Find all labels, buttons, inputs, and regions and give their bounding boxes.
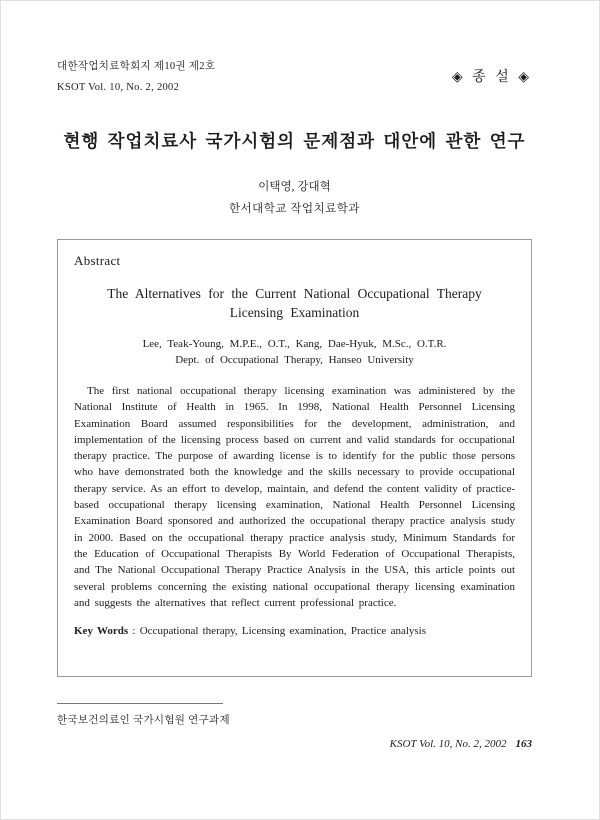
journal-title-kr: 대한작업치료학회지 제10권 제2호	[57, 61, 216, 72]
footnote-text: 한국보건의료인 국가시험원 연구과제	[57, 715, 230, 726]
authors-en: Lee, Teak-Young, M.P.E., O.T., Kang, Dae-Hyuk, M.Sc., O.T.R.	[142, 338, 447, 350]
abstract-label: Abstract	[74, 253, 121, 268]
keywords-label: Key Words	[74, 625, 129, 638]
article-title-kr: 현행 작업치료사 국가시험의 문제점과 대안에 관한 연구	[63, 131, 526, 151]
footer-journal: KSOT Vol. 10, No. 2, 2002	[389, 738, 507, 750]
journal-title-en: KSOT Vol. 10, No. 2, 2002	[57, 82, 180, 93]
footer-page-number: 163	[515, 738, 532, 750]
affiliation-kr: 한서대학교 작업치료학과	[228, 203, 361, 215]
page-footer	[390, 738, 532, 750]
article-title-en: The Alternatives for the Current National Occupational Therapy Licensing Examination	[107, 286, 482, 320]
keywords-separator: :	[128, 625, 140, 638]
footnote-section	[57, 703, 532, 727]
footnote-divider	[57, 703, 223, 704]
authors-kr: 이택영, 강대혁	[258, 181, 331, 193]
affiliation-en: Dept. of Occupational Therapy, Hanseo University	[175, 354, 414, 366]
abstract-box	[57, 239, 532, 677]
page-header	[57, 0, 532, 98]
keywords-line	[74, 625, 515, 637]
abstract-text: The first national occupational therapy licensing examination was administered by the National Institute of Health in 1965. In 1998, National Health Personnel Licensing Examination Board assumed responsibilities for the development, administration, and implementation of the licensing process based on current and valid standards for occupational therapy practice. The purpose of awarding license is to identify for the public those persons who have demonstrated both the knowledge and the skills necessary to provide occupational therapy service. As an effort to develop, maintain, and defend the content validity of practice-based occupational therapy licensing examination, National Health Personnel Licensing Examination Board sponsored and authorized the occupational therapy practice analysis study in 2000. Based on the occupational therapy practice analysis study, Minimum Standards for the Education of Occupational Therapists By World Federation of Occupational Therapists, and The National Occupational Therapy Practice Analysis in the USA, this article points out several problems concerning the existing national occupational therapy licensing examination and suggests the alternatives that reflect current professional practice.	[74, 385, 515, 609]
keywords-text: Occupational therapy, Licensing examination, Practice analysis	[139, 625, 427, 638]
journal-info	[57, 56, 215, 98]
article-type-badge: ◈ 종 설 ◈	[451, 70, 532, 85]
